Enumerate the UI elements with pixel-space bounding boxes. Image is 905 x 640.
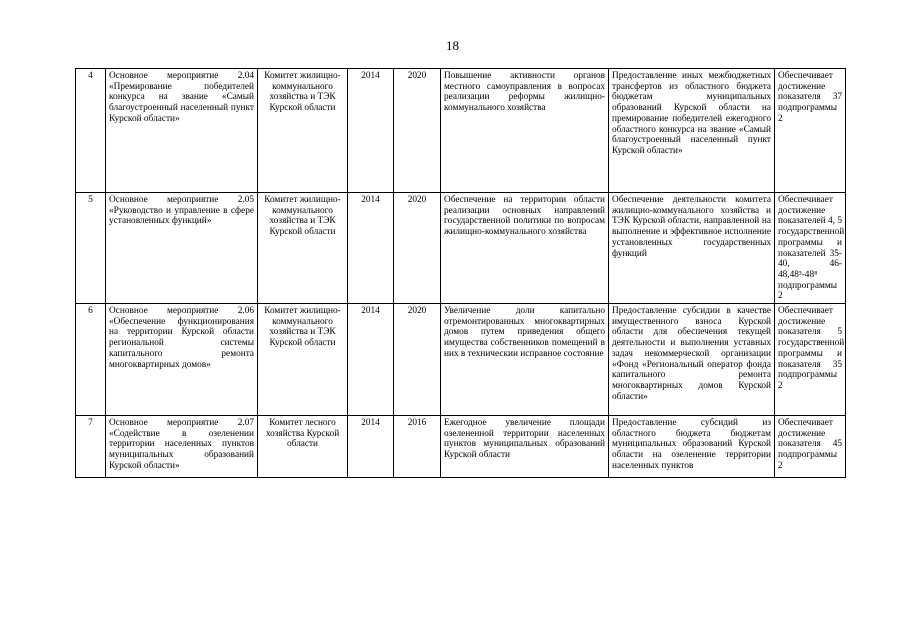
executor: Комитет лесного хозяйства Курской области	[258, 416, 348, 478]
indicators: Обеспечивает достижение показателя 37 подпрограммы 2	[775, 69, 846, 193]
start-year: 2014	[348, 416, 394, 478]
expected-result: Ежегодное увеличение площади озелененной территории населенных пунктов муниципальных образований Курской области	[441, 416, 609, 478]
table-row	[76, 304, 846, 416]
table-row	[76, 193, 846, 304]
measure-name: Основное мероприятие 2.04 «Премирование победителей конкурса на звание «Самый благоустроенный населенный пункт Курской области»	[106, 69, 258, 193]
indicators: Обеспечивает достижение показателя 45 подпрограммы 2	[775, 416, 846, 478]
measures-table	[75, 68, 846, 478]
indicators: Обеспечивает достижение показателей 4, 5 государственной программы и показателей 35-40, 46-48,48³-48⁸ подпрограммы 2	[775, 193, 846, 304]
row-number: 7	[76, 416, 106, 478]
executor: Комитет жилищно-коммунального хозяйства и ТЭК Курской области	[258, 69, 348, 193]
table-row	[76, 416, 846, 478]
measure-content: Предоставление иных межбюджетных трансфертов из областного бюджета бюджетам муниципальных образований Курской области на премирование победителей ежегодного областного конкурса на звание «Самый благоустроенный населенный пункт Курской области»	[609, 69, 775, 193]
start-year: 2014	[348, 304, 394, 416]
row-number: 6	[76, 304, 106, 416]
end-year: 2020	[394, 304, 441, 416]
end-year: 2020	[394, 69, 441, 193]
measure-name: Основное мероприятие 2.06 «Обеспечение функционирования на территории Курской области региональной системы капитального ремонта многоквартирных домов»	[106, 304, 258, 416]
measure-name: Основное мероприятие 2.07 «Содействие в озеленении территории населенных пунктов муниципальных образований Курской области»	[106, 416, 258, 478]
expected-result: Обеспечение на территории области реализации основных направлений государственной политики по вопросам жилищно-коммунального хозяйства	[441, 193, 609, 304]
measure-name: Основное мероприятие 2.05 «Руководство и управление в сфере установленных функций»	[106, 193, 258, 304]
row-number: 4	[76, 69, 106, 193]
end-year: 2016	[394, 416, 441, 478]
executor: Комитет жилищно-коммунального хозяйства и ТЭК Курской области	[258, 304, 348, 416]
expected-result: Повышение активности органов местного самоуправления в вопросах реализации реформы жилищно-коммунального хозяйства	[441, 69, 609, 193]
end-year: 2020	[394, 193, 441, 304]
expected-result: Увеличение доли капитально отремонтированных многоквартирных домов путем приведения общего имущества собственников помещений в них в техническии исправное состояние	[441, 304, 609, 416]
measure-content: Предоставление субсидий из областного бюджета бюджетам муниципальных образований Курской области на озеленение территории населенных пунктов	[609, 416, 775, 478]
measure-content: Обеспечение деятельности комитета жилищно-коммунального хозяйства и ТЭК Курской области, направленной на выполнение и эффективное исполнение установленных государственных функций	[609, 193, 775, 304]
page-number: 18	[446, 38, 459, 53]
start-year: 2014	[348, 69, 394, 193]
start-year: 2014	[348, 193, 394, 304]
executor: Комитет жилищно-коммунального хозяйства и ТЭК Курской области	[258, 193, 348, 304]
indicators: Обеспечивает достижение показателя 5 государственной программы и показателя 35 подпрограммы 2	[775, 304, 846, 416]
measure-content: Предоставление субсидии в качестве имущественного взноса Курской области для обеспечения текущей деятельности и выполнения уставных задач некоммерческой организации «Фонд «Региональный оператор фонда капитального ремонта многоквартирных домов Курской области»	[609, 304, 775, 416]
table-row	[76, 69, 846, 193]
row-number: 5	[76, 193, 106, 304]
